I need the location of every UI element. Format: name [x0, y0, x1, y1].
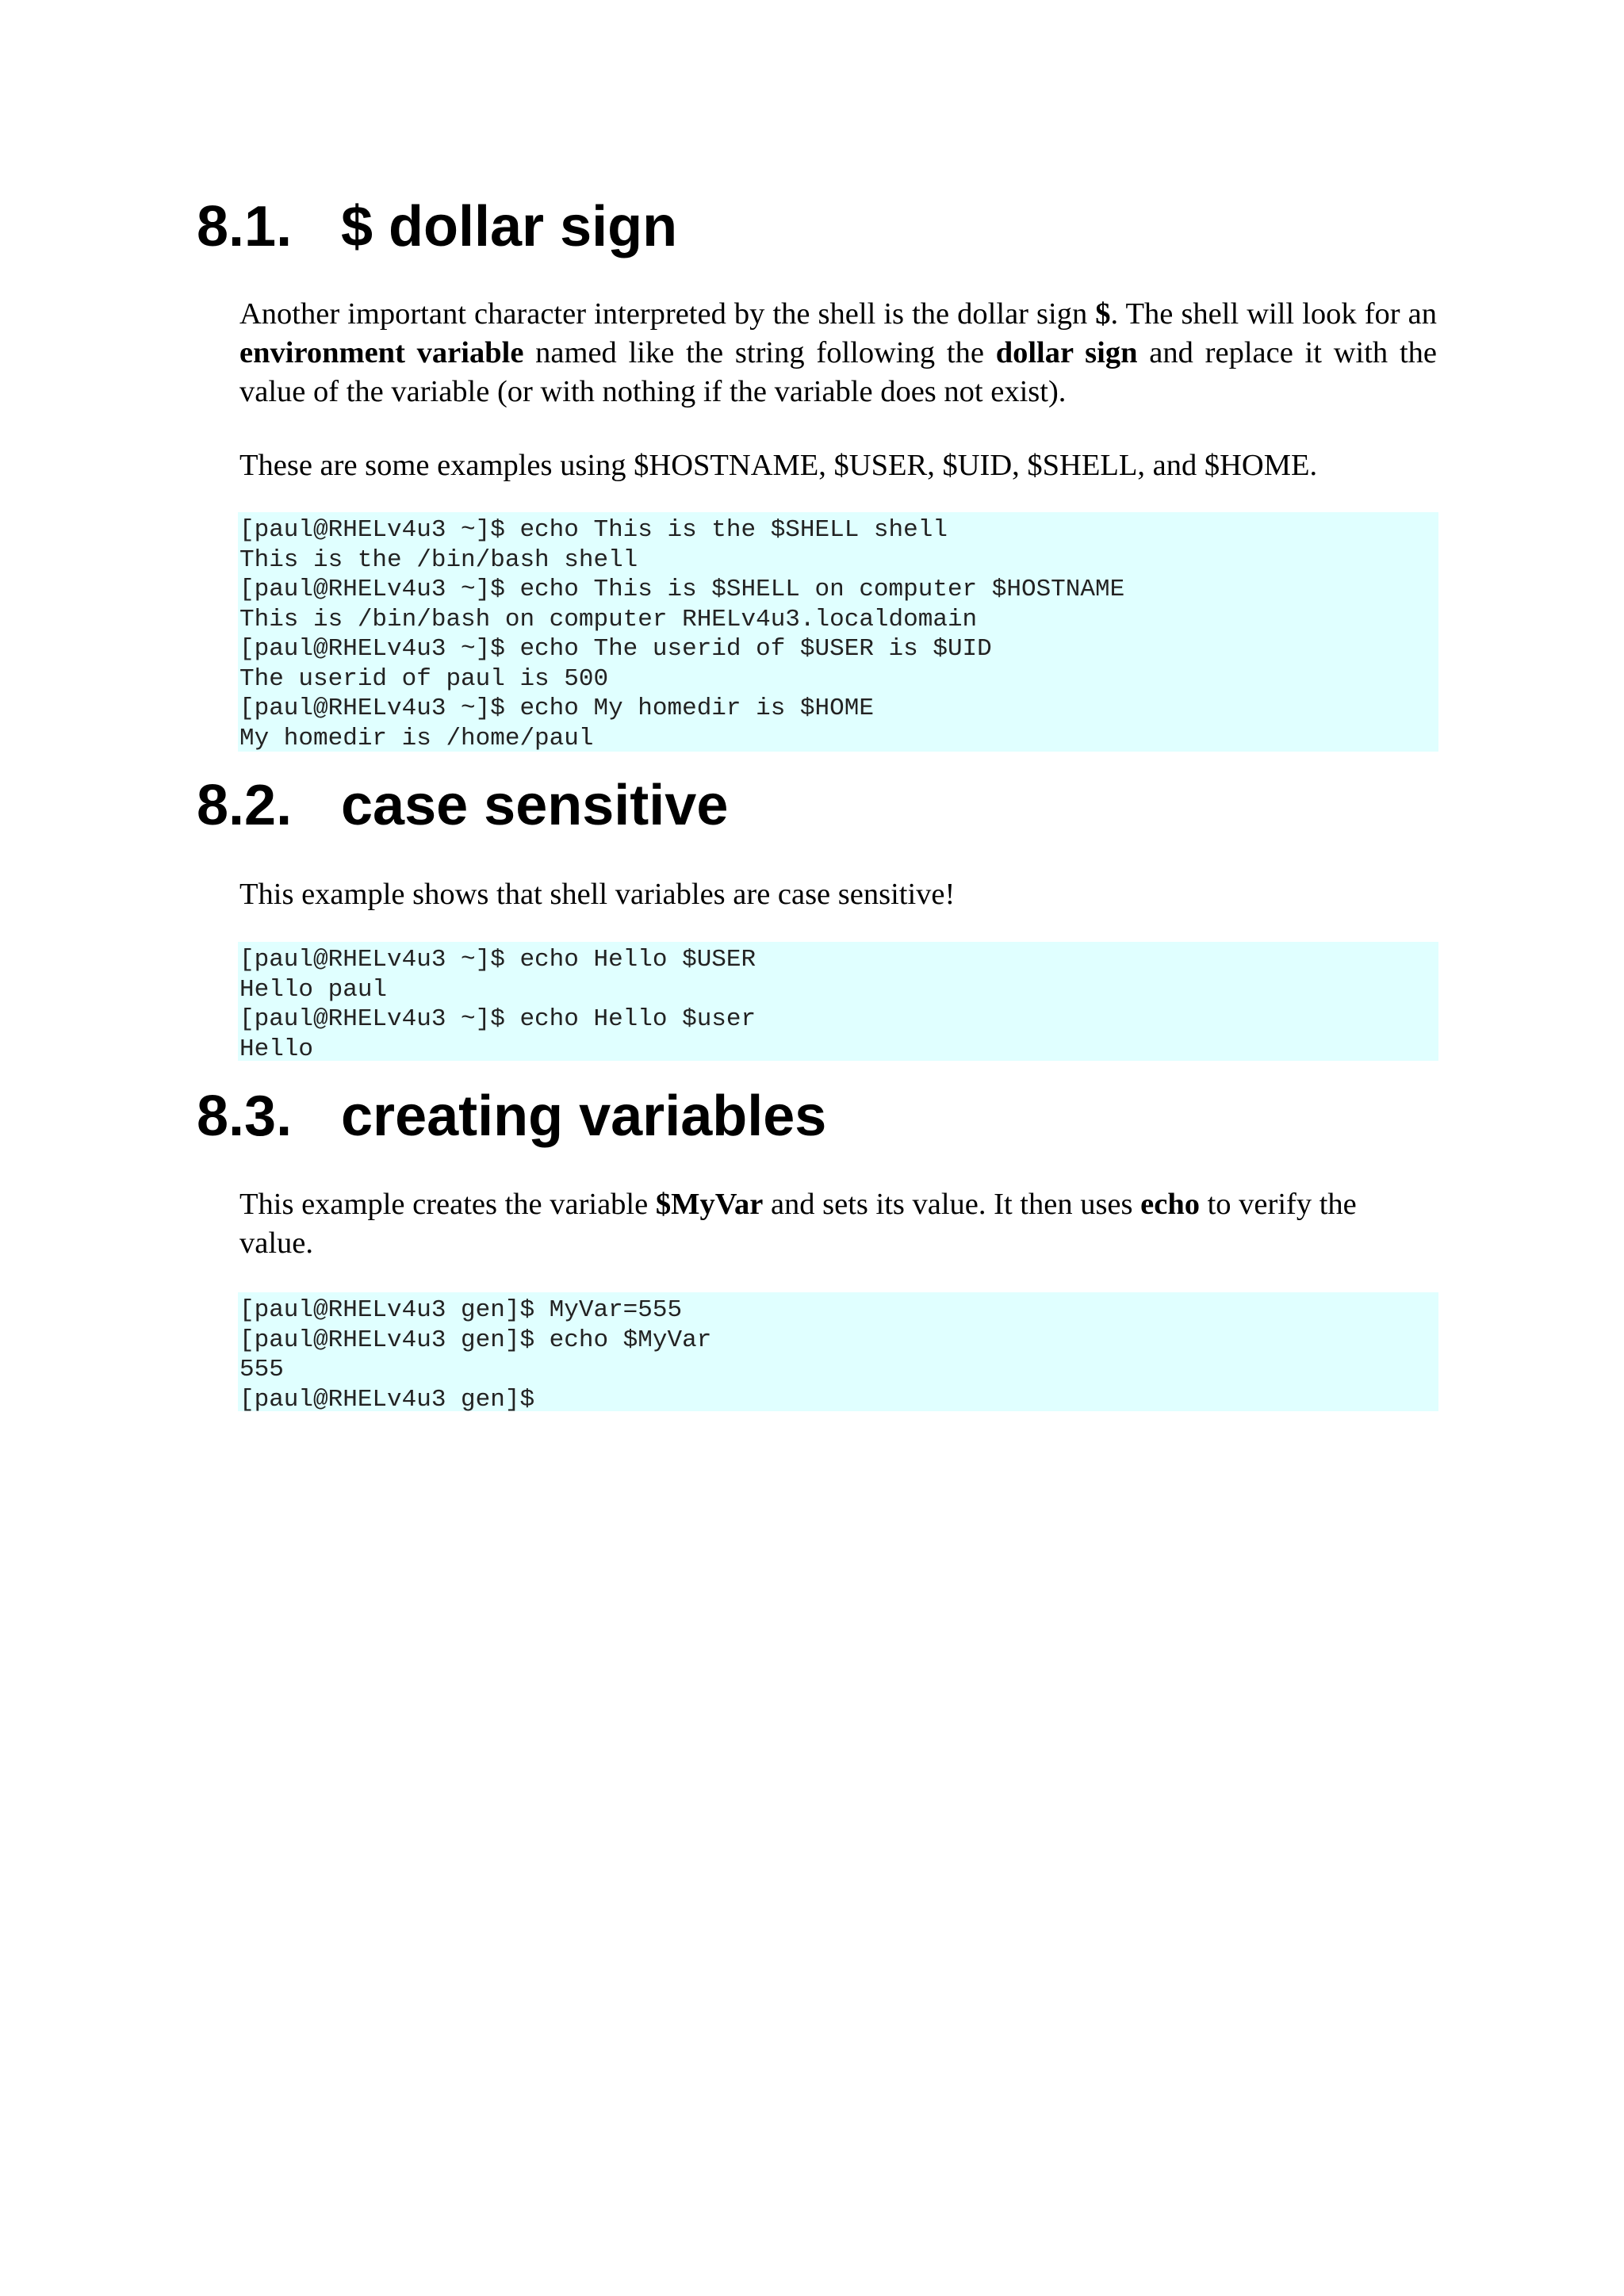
section-heading-creating-variables [197, 1085, 827, 1148]
paragraph-creating-variables [239, 1185, 1413, 1263]
text-run: This example creates the variable [239, 1188, 656, 1221]
text-run: and sets its value. It then uses [763, 1188, 1141, 1221]
bold-term-echo: echo [1140, 1188, 1200, 1221]
code-line: [paul@RHELv4u3 gen]$ MyVar=555 [239, 1296, 683, 1324]
bold-term-environment-variable: environment variable [239, 336, 524, 369]
paragraph-examples-intro: These are some examples using $HOSTNAME, $USER, $UID, $SHELL, and $HOME. [239, 449, 1318, 482]
text-run: and replace it with the value of the variable (or with nothing if the variable does not exist). [239, 336, 1437, 408]
section-heading-case-sensitive [197, 774, 729, 837]
bold-term-myvar: $MyVar [655, 1188, 764, 1221]
code-line: [paul@RHELv4u3 ~]$ echo This is $SHELL on computer $HOSTNAME [239, 576, 1125, 603]
text-run: to verify the value. [239, 1188, 1357, 1260]
bold-term-dollar-sign: dollar sign [995, 336, 1138, 369]
code-line: Hello paul [239, 975, 388, 1004]
code-line: 555 [239, 1356, 284, 1383]
section-title: creating variables [341, 1085, 827, 1148]
code-line: [paul@RHELv4u3 gen]$ echo $MyVar [239, 1326, 712, 1354]
text-run: . The shell will look for an [1110, 297, 1437, 331]
section-number: 8.2. [197, 774, 293, 837]
section-title: $ dollar sign [341, 195, 678, 258]
code-line: My homedir is /home/paul [239, 724, 594, 752]
section-title: case sensitive [341, 774, 729, 837]
code-line: [paul@RHELv4u3 ~]$ echo Hello $USER [239, 946, 756, 974]
section-heading-dollar-sign [197, 195, 678, 258]
paragraph-case-sensitive: This example shows that shell variables are case sensitive! [239, 878, 956, 911]
text-run: Another important character interpreted by the shell is the dollar sign [239, 297, 1096, 331]
code-line: [paul@RHELv4u3 ~]$ echo My homedir is $HOME [239, 695, 874, 722]
section-number: 8.1. [197, 195, 293, 258]
code-line: The userid of paul is 500 [239, 664, 609, 693]
section-number: 8.3. [197, 1085, 293, 1148]
code-block-case-sensitive [238, 942, 1438, 1061]
bold-term-dollar: $ [1095, 297, 1111, 331]
code-block-creating-variables [238, 1292, 1438, 1414]
code-line: This is the /bin/bash shell [239, 545, 638, 574]
code-line: Hello [239, 1035, 314, 1063]
code-line: [paul@RHELv4u3 gen]$ [239, 1385, 535, 1414]
text-run: named like the string following the [523, 336, 996, 369]
code-line: [paul@RHELv4u3 ~]$ echo This is the $SHELL shell [239, 516, 948, 544]
code-line: [paul@RHELv4u3 ~]$ echo Hello $user [239, 1005, 756, 1033]
code-line: This is /bin/bash on computer RHELv4u3.localdomain [239, 605, 978, 633]
code-line: [paul@RHELv4u3 ~]$ echo The userid of $USER is $UID [239, 635, 992, 663]
code-block-dollar-sign [238, 512, 1438, 752]
paragraph-dollar-sign-intro [239, 295, 1437, 411]
